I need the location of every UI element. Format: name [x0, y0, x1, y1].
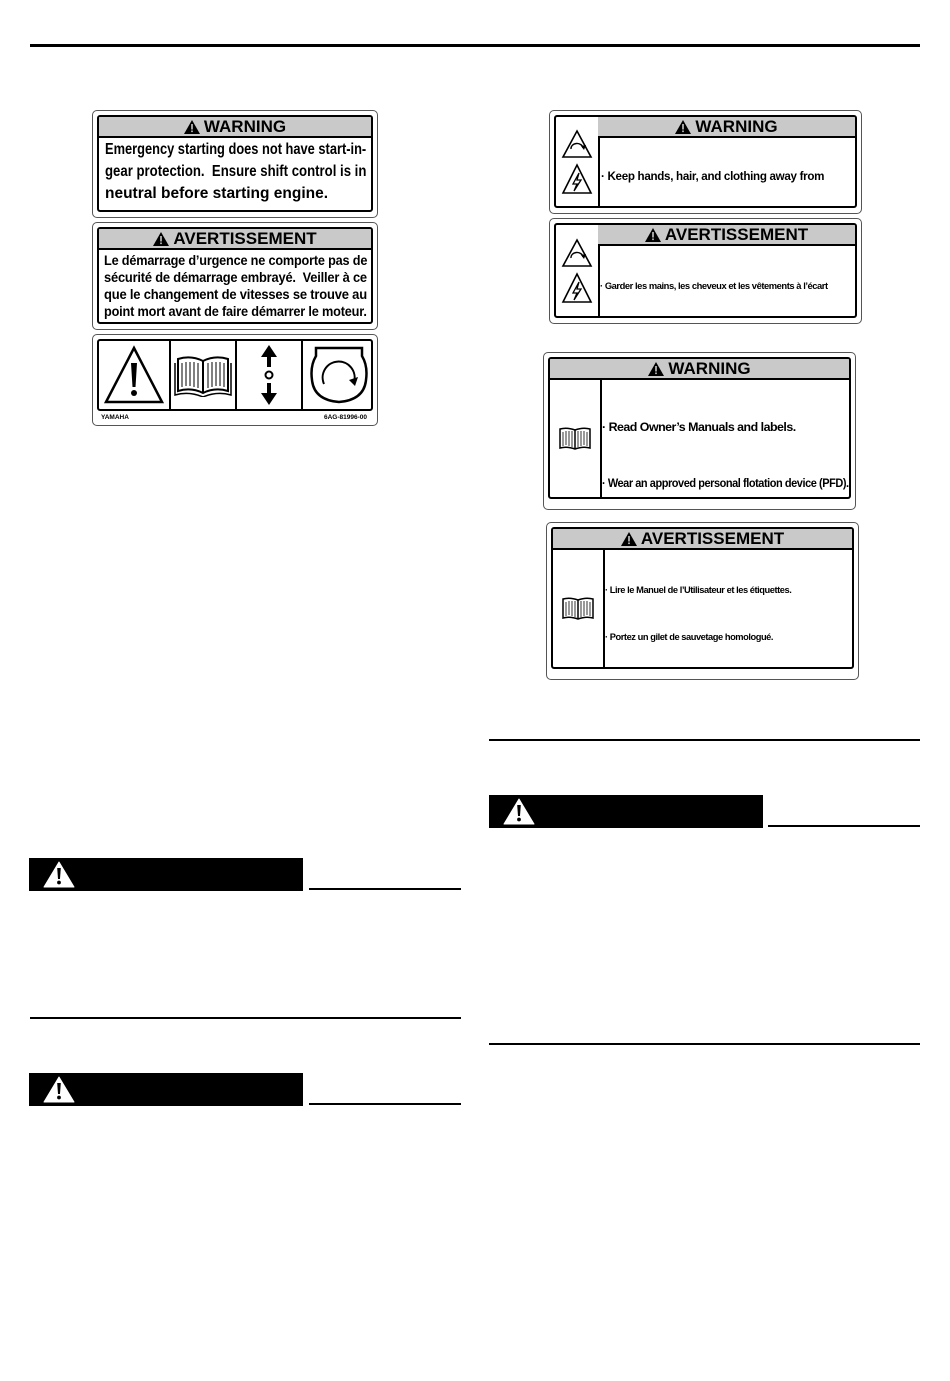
avertissement-title: AVERTISSEMENT	[173, 229, 317, 248]
avertissement-text-column	[603, 550, 852, 667]
manual-icon-column	[553, 550, 605, 667]
warning-header	[598, 117, 855, 138]
rotating-hazard-icon	[561, 129, 593, 159]
warning-panel	[548, 357, 851, 499]
text-line: · Read Owner’s Manuals and labels.	[602, 420, 796, 434]
warning-panel	[554, 115, 857, 208]
text-line: Le démarrage d’urgence ne comporte pas de	[104, 253, 368, 268]
pictogram-row	[97, 339, 373, 411]
text-line: point mort avant de faire démarrer le moteur.	[104, 304, 367, 319]
warning-text-column	[598, 117, 855, 206]
hazard-icons-column	[556, 225, 600, 316]
part-number: 6AG-81996-00	[324, 414, 367, 421]
warning-title: WARNING	[668, 359, 751, 378]
warning-title: WARNING	[695, 117, 778, 136]
text-line: · Portez un gilet de sauvetage homologué.	[605, 631, 774, 642]
warning-bar-underline	[309, 888, 461, 890]
avertissement-header	[598, 225, 855, 246]
avertissement-text	[603, 550, 852, 669]
electrical-hazard-icon	[561, 163, 593, 195]
warning-bar	[489, 795, 763, 828]
warning-text-column	[600, 380, 849, 497]
section-rule	[489, 1043, 920, 1045]
warning-bar	[29, 858, 303, 891]
avertissement-text-column	[598, 225, 855, 316]
warning-title: WARNING	[203, 117, 287, 136]
electrical-hazard-icon	[561, 272, 593, 304]
emergency-start-warning-decal	[92, 110, 378, 218]
section-rule	[489, 739, 920, 741]
warning-panel	[97, 115, 373, 212]
text-line: sécurité de démarrage embrayé. Veiller à ce	[104, 270, 367, 285]
shift-arrows-icon	[257, 343, 281, 407]
text-line: · Lire le Manuel de l’Utilisateur et les étiquettes.	[605, 585, 792, 595]
text-line: · Keep hands, hair, and clothing away from	[601, 170, 825, 183]
pictogram-cell	[99, 341, 171, 409]
warning-triangle-icon	[648, 362, 664, 376]
text-line: gear protection. Ensure shift control is in	[105, 163, 367, 180]
warning-triangle-icon	[645, 228, 661, 242]
avertissement-text	[99, 250, 371, 320]
warning-triangle-icon	[103, 345, 165, 405]
warning-bar	[29, 1073, 303, 1106]
avertissement-title: AVERTISSEMENT	[664, 225, 809, 244]
text-line: · Wear an approved personal flotation device (PFD).	[602, 475, 849, 490]
pictogram-cell	[303, 341, 373, 409]
warning-triangle-icon	[621, 532, 637, 546]
warning-text	[598, 138, 855, 208]
emergency-start-avertissement-decal	[92, 222, 378, 330]
avertissement-header	[99, 229, 371, 250]
manual-book-icon	[561, 596, 595, 622]
brand-label: YAMAHA	[101, 414, 129, 421]
avertissement-panel	[551, 527, 854, 669]
avertissement-title: AVERTISSEMENT	[640, 529, 785, 548]
pictogram-cell	[171, 341, 237, 409]
rotating-parts-avertissement-decal	[549, 218, 862, 324]
text-line: neutral before starting engine.	[105, 185, 329, 202]
warning-bar-underline	[768, 825, 920, 827]
hazard-icons-column	[556, 117, 600, 206]
warning-triangle-icon	[503, 798, 535, 825]
warning-text	[600, 380, 849, 499]
warning-header	[99, 117, 371, 138]
avertissement-text	[598, 246, 855, 318]
manual-book-icon	[174, 353, 232, 397]
avertissement-panel	[97, 227, 373, 324]
warning-triangle-icon	[153, 232, 169, 246]
top-rule	[30, 44, 920, 47]
pfd-lanyard-warning-decal	[543, 352, 856, 510]
engine-rotation-icon	[308, 344, 370, 406]
manual-book-icon	[558, 426, 592, 452]
rotating-parts-warning-decal	[549, 110, 862, 214]
warning-triangle-icon	[184, 120, 200, 134]
section-rule	[30, 1017, 461, 1019]
warning-header	[550, 359, 849, 380]
manual-icon-column	[550, 380, 602, 497]
avertissement-header	[553, 529, 852, 550]
pfd-lanyard-avertissement-decal	[546, 522, 859, 680]
warning-triangle-icon	[43, 861, 75, 888]
pictogram-decal	[92, 334, 378, 426]
text-line: · Garder les mains, les cheveux et les vêtements à l’écart	[600, 280, 828, 291]
pictogram-cell	[237, 341, 303, 409]
text-line: Emergency starting does not have start-in-	[105, 141, 367, 158]
warning-triangle-icon	[675, 120, 691, 134]
text-line: que le changement de vitesses se trouve au	[104, 287, 367, 302]
avertissement-panel	[554, 223, 857, 318]
warning-triangle-icon	[43, 1076, 75, 1103]
warning-text	[99, 138, 371, 205]
warning-bar-underline	[309, 1103, 461, 1105]
rotating-hazard-icon	[561, 238, 593, 268]
